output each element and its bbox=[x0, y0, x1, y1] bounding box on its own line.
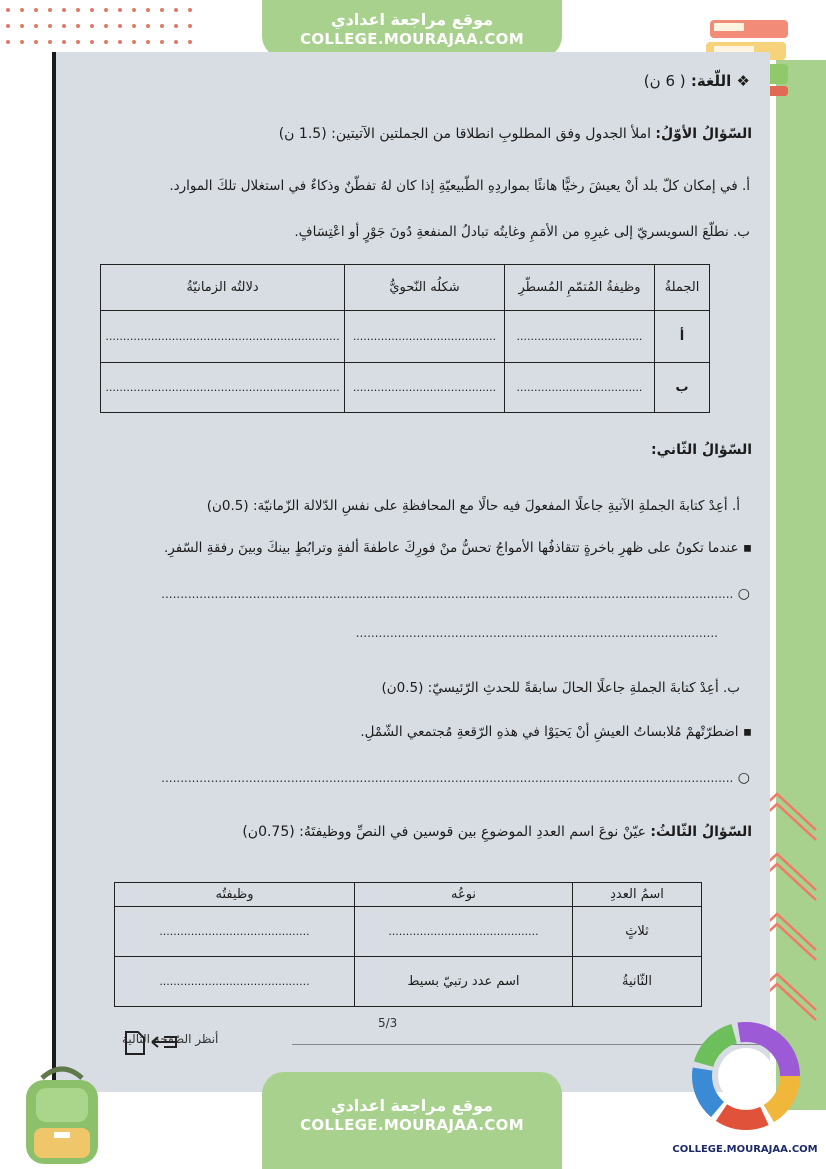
q1-header-sentence: الجملةُ bbox=[655, 265, 710, 311]
next-page-arrow-icon bbox=[122, 1028, 182, 1056]
logo-url[interactable]: COLLEGE.MOURAJAA.COM bbox=[672, 1144, 818, 1155]
dots-decoration bbox=[0, 0, 210, 60]
q2-sentence-b-row bbox=[360, 724, 752, 740]
q2-part-b: ب. أعِدْ كتابةَ الجملةِ جاعلًا الحالَ سابقةً للحدثِ الرّئيسيّ: (0.5ن) bbox=[381, 680, 740, 696]
square-bullet: ▪ bbox=[742, 540, 752, 556]
section-header bbox=[644, 72, 750, 90]
q1-title: السّؤالُ الأوّلُ: bbox=[655, 126, 752, 142]
q1-instruction: املأ الجدول وفق المطلوبِ انطلاقا من الجملتين الآتيتين: (1.5 ن) bbox=[278, 126, 651, 142]
answer-cell[interactable]: ......................................... bbox=[345, 363, 505, 413]
q3-number: ثلاثٍ bbox=[573, 907, 702, 957]
q1-sentence-a: أ. في إمكان كلّ بلد أنْ يعيشَ رخيًّا هانئًا بمواردِهِ الطّبيعيّةِ إذا كان لهُ تفطّنٌ وذكاءٌ في استغلال تلكَ الموارد. bbox=[169, 178, 750, 194]
top-banner bbox=[262, 0, 562, 58]
q1-table-header-row bbox=[101, 265, 710, 311]
answer-cell[interactable]: ................................................................... bbox=[101, 311, 345, 363]
top-banner-url[interactable]: COLLEGE.MOURAJAA.COM bbox=[300, 30, 524, 48]
q1-header-form: شكلُه النّحويُّ bbox=[345, 265, 505, 311]
q3-header-type: نوعُه bbox=[355, 883, 573, 907]
sheet-edge bbox=[52, 52, 56, 1092]
page-number: 5/3 bbox=[378, 1016, 398, 1030]
q2-sentence-a-row bbox=[164, 540, 752, 556]
q2-sentence-b: اضطرّتْهمْ مُلابساتُ العيشِ أنْ يَحيَوْا في هذهِ الرّقعةِ مُجتمعي الشّمْلِ. bbox=[360, 724, 739, 740]
left-green-strip bbox=[28, 60, 50, 1110]
bottom-banner-url[interactable]: COLLEGE.MOURAJAA.COM bbox=[300, 1116, 524, 1134]
q1-header-function: وظيفةُ المُتمّمِ المُسطّرِ bbox=[505, 265, 655, 311]
q1-header-time: دلالتُه الزمانيّةُ bbox=[101, 265, 345, 311]
answer-cell[interactable]: ................................................................... bbox=[101, 363, 345, 413]
square-bullet: ▪ bbox=[742, 724, 752, 740]
circle-bullet: ○ bbox=[737, 586, 750, 602]
answer-cell[interactable]: ........................................... bbox=[115, 957, 355, 1007]
table-row bbox=[101, 311, 710, 363]
bottom-banner-arabic: موقع مراجعة اعدادي bbox=[330, 1096, 494, 1115]
q3-table bbox=[114, 882, 702, 1007]
q3-number: الثّانيةُ bbox=[573, 957, 702, 1007]
q2-answer-a1-row bbox=[150, 586, 750, 602]
answer-cell[interactable]: ........................................... bbox=[355, 907, 573, 957]
q1-row-label: ب bbox=[655, 363, 710, 413]
q1-row-label: أ bbox=[655, 311, 710, 363]
q3-table-header-row bbox=[115, 883, 702, 907]
table-row bbox=[101, 363, 710, 413]
backpack-icon bbox=[12, 1058, 112, 1168]
q2-sentence-a: عندما تكونُ على ظهرِ باخرةٍ تتقاذفُها الأمواجُ تحسُّ منْ فورِكَ عاطفةَ ألفةٍ وترابُطٍ بينكَ وبينَ رفقةِ السّفرِ. bbox=[163, 540, 739, 556]
q3-title: السّؤالُ الثّالثُ: bbox=[650, 824, 752, 840]
top-banner-arabic: موقع مراجعة اعدادي bbox=[330, 10, 494, 29]
q1-table bbox=[100, 264, 710, 413]
circle-bullet: ○ bbox=[737, 770, 750, 786]
answer-cell[interactable]: .................................... bbox=[505, 363, 655, 413]
q3-header-number: اسمُ العددِ bbox=[573, 883, 702, 907]
answer-cell[interactable]: ......................................... bbox=[345, 311, 505, 363]
exam-sheet bbox=[52, 52, 770, 1092]
q3-type-value: اسم عدد رتبيّ بسيط bbox=[355, 957, 573, 1007]
q2-title: السّؤالُ الثّاني: bbox=[651, 442, 752, 458]
answer-cell[interactable]: ........................................... bbox=[115, 907, 355, 957]
bottom-banner bbox=[262, 1072, 562, 1169]
q1-heading bbox=[279, 126, 752, 142]
table-row bbox=[115, 957, 702, 1007]
site-logo-icon bbox=[692, 1020, 800, 1138]
answer-line[interactable]: ............................................................................................... bbox=[355, 626, 718, 640]
q3-instruction: عيّنْ نوعَ اسم العددِ الموضوعِ بين قوسين في النصِّ ووظيفتَهُ: (0.75ن) bbox=[242, 824, 646, 840]
q2-answer-b-row bbox=[150, 770, 750, 786]
answer-cell[interactable]: .................................... bbox=[505, 311, 655, 363]
section-points: ( 6 ن) bbox=[643, 72, 686, 90]
q3-heading bbox=[242, 824, 752, 840]
q1-sentence-b: ب. نطلّعَ السويسريّ إلى غيرِهِ من الأمَمِ وغايتُه تبادلُ المنفعةِ دُونَ جَوْرٍ أو اعْتِسَافٍ. bbox=[294, 224, 750, 240]
section-bullet: ❖ bbox=[736, 72, 750, 90]
q3-header-function: وظيفتُه bbox=[115, 883, 355, 907]
section-label: اللّغة: bbox=[690, 72, 732, 90]
table-row bbox=[115, 907, 702, 957]
q2-part-a: أ. أعِدْ كتابةَ الجملةِ الآتيةِ جاعلًا المفعولَ فيه حالًا مع المحافظةِ على نفسِ الدّلالة الزّمانيّة: (0.5ن) bbox=[206, 498, 740, 514]
answer-line[interactable]: ...................................................................................................................................................... bbox=[161, 587, 734, 601]
answer-line[interactable]: ...................................................................................................................................................... bbox=[161, 771, 734, 785]
next-page-label: أنظر الصّفحة التالية bbox=[122, 1032, 219, 1046]
